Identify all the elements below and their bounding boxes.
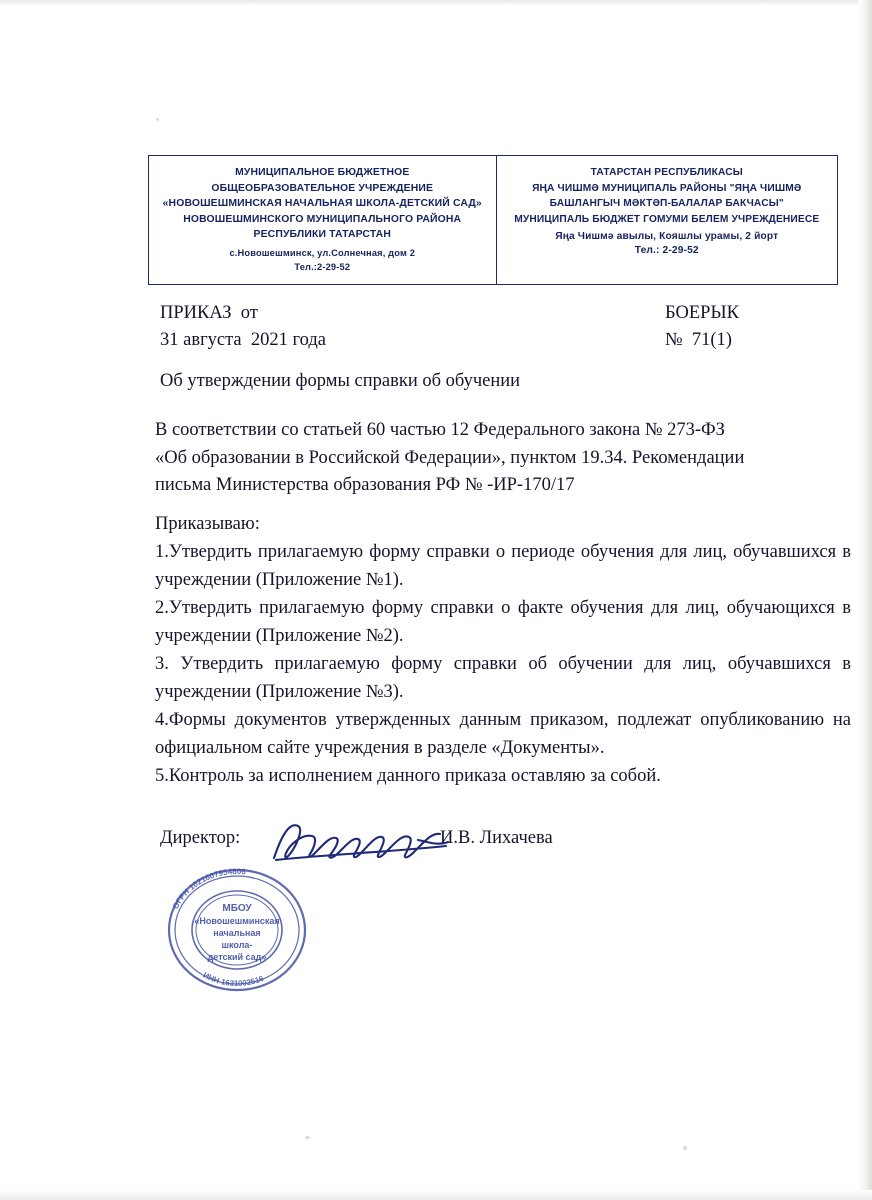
- document-subject: Об утверждении формы справки об обучении: [160, 371, 521, 391]
- order-date: 31 августа 2021 года: [160, 330, 326, 350]
- letterhead-tt-line-3: БАШЛАНГЫЧ МӘКТӘП-БАЛАЛАР БАКЧАСЫ": [549, 198, 784, 209]
- letterhead-ru-address: с.Новошешминск, ул.Солнечная, дом 2: [229, 247, 416, 258]
- letterhead-table: [148, 155, 838, 285]
- preamble-line-1: В соответствии со статьей 60 частью 12 Федерального закона № 273-ФЗ: [155, 420, 725, 440]
- letterhead-ru-phone: Тел.:2-29-52: [294, 261, 351, 272]
- letterhead-ru-line-5: РЕСПУБЛИКИ ТАТАРСТАН: [253, 229, 391, 240]
- letterhead-tatar: [497, 156, 838, 284]
- orders-heading: Приказываю:: [155, 514, 260, 534]
- signature-role: Директор:: [160, 828, 241, 848]
- letterhead-ru-line-1: МУНИЦИПАЛЬНОЕ БЮДЖЕТНОЕ: [235, 167, 410, 178]
- order-header: [148, 300, 848, 354]
- official-stamp-icon: [152, 862, 322, 994]
- stamp-inn: ИНН 1631002516: [201, 970, 265, 988]
- letterhead-ru-line-2: ОБЩЕОБРАЗОВАТЕЛЬНОЕ УЧРЕЖДЕНИЕ: [211, 182, 434, 194]
- letterhead-tt-line-1: ТАТАРСТАН РЕСПУБЛИКАСЫ: [590, 167, 743, 178]
- document-body: [155, 510, 851, 790]
- letterhead-russian: [149, 156, 497, 284]
- scan-speck: [156, 118, 159, 121]
- stamp-line-1: МБОУ: [222, 903, 252, 914]
- scan-speck: [683, 1146, 687, 1150]
- stamp-ogrn: ОГРН 1021607954806: [170, 866, 247, 911]
- scan-edge-right: [858, 0, 872, 1200]
- order-item-3: 3. Утвердить прилагаемую форму справки об обучении для лиц, обучавшихся в учреждении (Приложение №3).: [155, 654, 851, 702]
- stamp-line-3: начальная: [213, 928, 261, 938]
- preamble-line-2: «Об образовании в Российской Федерации», пунктом 19.34. Рекомендации: [155, 447, 745, 468]
- letterhead-ru-line-4: НОВОШЕШМИНСКОГО МУНИЦИПАЛЬНОГО РАЙОНА: [183, 213, 462, 225]
- order-label-tt: БОЕРЫК: [665, 303, 739, 323]
- order-label-ru: ПРИКАЗ от: [160, 303, 258, 323]
- letterhead-tt-phone: Тел.: 2-29-52: [634, 245, 699, 256]
- letterhead-tt-line-4: МУНИЦИПАЛЬ БЮДЖЕТ ГОМУМИ БЕЛЕМ УЧРЕЖДЕНИЕСЕ: [514, 213, 820, 225]
- scan-speck: [305, 1136, 310, 1139]
- preamble-line-3: письма Министерства образования РФ № -ИР-170/17: [155, 475, 575, 495]
- order-item-1: 1.Утвердить прилагаемую форму справки о периоде обучения для лиц, обучавшихся в учреждении (Приложение №1).: [155, 542, 851, 590]
- stamp-line-2: «Новошешминская: [194, 916, 280, 926]
- order-item-4: 4.Формы документов утвержденных данным приказом, подлежат опубликованию на официальном сайте учреждения в разделе «Документы».: [155, 710, 851, 758]
- letterhead-tt-line-2: ЯҢА ЧИШМӘ МУНИЦИПАЛЬ РАЙОНЫ "ЯҢА ЧИШМӘ: [532, 182, 802, 194]
- stamp-line-5: детский сад»: [207, 952, 267, 962]
- signature-name: И.В. Лихачева: [440, 828, 553, 848]
- order-item-5: 5.Контроль за исполнением данного приказа оставляю за собой.: [155, 766, 661, 786]
- order-item-2: 2.Утвердить прилагаемую форму справки о факте обучения для лиц, обучающихся в учреждении (Приложение №2).: [155, 598, 851, 646]
- letterhead-tt-address: Яңа Чишмә авылы, Кояшлы урамы, 2 йорт: [555, 231, 779, 242]
- order-number: № 71(1): [665, 330, 732, 350]
- document-preamble: [155, 417, 855, 500]
- stamp-line-4: школа-: [221, 940, 253, 950]
- letterhead-ru-line-3: «НОВОШЕШМИНСКАЯ НАЧАЛЬНАЯ ШКОЛА-ДЕТСКИЙ САД»: [162, 198, 482, 209]
- scan-edge-top: [0, 0, 872, 6]
- scan-edge-bottom: [0, 1190, 872, 1200]
